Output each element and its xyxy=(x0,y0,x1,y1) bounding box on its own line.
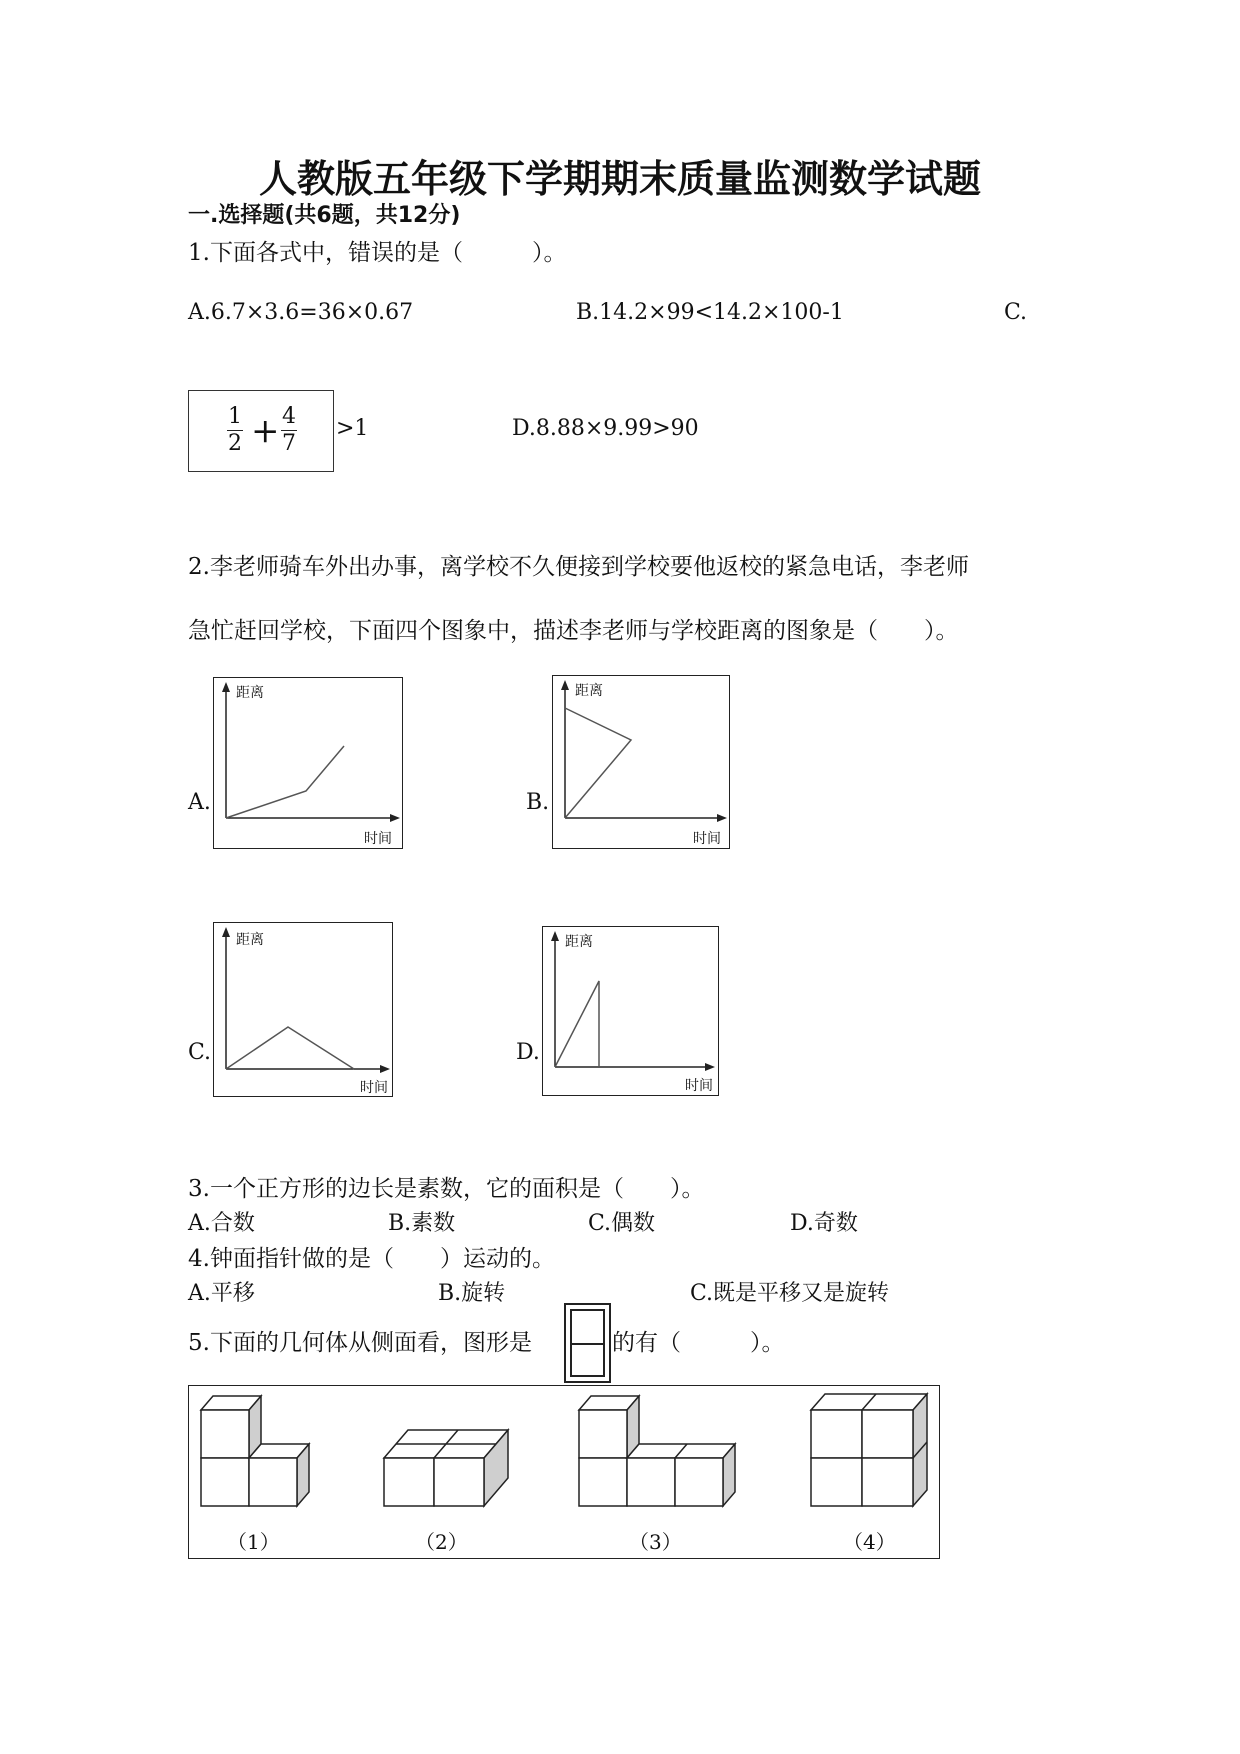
solid-figure-3 xyxy=(579,1396,735,1506)
plus-sign: + xyxy=(251,411,280,451)
fraction-denominator: 2 xyxy=(228,431,242,456)
question-2-text-line-2: 急忙赶回学校，下面四个图象中，描述李老师与学校距离的图象是（ ）。 xyxy=(188,618,959,644)
question-2-text-line-1: 2.李老师骑车外出办事，离学校不久便接到学校要他返校的紧急电话，李老师 xyxy=(188,554,969,580)
graph-d-y-axis-label: 距离 xyxy=(565,934,593,950)
question-1-option-a: A.6.7×3.6=36×0.67 xyxy=(188,300,414,325)
graph-a-plot xyxy=(214,678,404,850)
solid-figures-drawing xyxy=(189,1386,941,1560)
question-3-option-d: D.奇数 xyxy=(790,1211,858,1236)
question-1-option-c-formula xyxy=(188,390,334,472)
solid-figure-1 xyxy=(201,1396,309,1506)
solid-figure-4 xyxy=(811,1394,927,1506)
solid-figure-4-label: （4） xyxy=(843,1530,896,1554)
question-1-option-c-comparison: >1 xyxy=(336,416,369,441)
graph-c-x-axis-label: 时间 xyxy=(360,1080,388,1096)
fraction-numerator: 1 xyxy=(228,404,242,429)
graph-b-option-label: B. xyxy=(526,790,550,815)
question-3-option-a: A.合数 xyxy=(188,1211,255,1236)
graph-d-option-label: D. xyxy=(516,1040,540,1065)
question-1-option-b: B.14.2×99<14.2×100-1 xyxy=(576,300,844,325)
graph-b-plot xyxy=(553,676,731,850)
graph-d xyxy=(542,926,719,1096)
graph-c xyxy=(213,922,393,1097)
question-1-text: 1.下面各式中，错误的是（ ）。 xyxy=(188,240,567,266)
question-3-option-c: C.偶数 xyxy=(588,1211,656,1236)
side-view-figure xyxy=(564,1303,611,1383)
solid-figures-panel xyxy=(188,1385,940,1559)
graph-d-x-axis-label: 时间 xyxy=(685,1078,713,1094)
side-view-divider xyxy=(570,1343,605,1345)
graph-a-option-label: A. xyxy=(188,790,211,815)
question-4-option-c: C.既是平移又是旋转 xyxy=(690,1281,890,1306)
graph-c-y-axis-label: 距离 xyxy=(236,932,264,948)
graph-a-x-axis-label: 时间 xyxy=(364,831,392,847)
question-4-option-b: B.旋转 xyxy=(438,1281,506,1306)
fraction-denominator: 7 xyxy=(282,431,296,456)
solid-figure-3-label: （3） xyxy=(629,1530,682,1554)
graph-c-plot xyxy=(214,923,394,1098)
fraction-one-half xyxy=(227,405,243,456)
question-4-option-a: A.平移 xyxy=(188,1281,255,1306)
question-1-option-d: D.8.88×9.99>90 xyxy=(512,416,699,441)
fraction-numerator: 4 xyxy=(282,404,296,429)
fraction-four-sevenths xyxy=(281,405,297,456)
question-3-option-b: B.素数 xyxy=(388,1211,456,1236)
graph-c-option-label: C. xyxy=(188,1040,212,1065)
page-title: 人教版五年级下学期期末质量监测数学试题 xyxy=(258,157,981,201)
graph-a-y-axis-label: 距离 xyxy=(236,685,264,701)
question-1-option-c-label: C. xyxy=(1004,300,1028,325)
question-3-text: 3.一个正方形的边长是素数，它的面积是（ ）。 xyxy=(188,1176,705,1202)
question-4-text: 4.钟面指针做的是（ ）运动的。 xyxy=(188,1246,555,1272)
graph-b xyxy=(552,675,730,849)
graph-d-plot xyxy=(543,927,720,1097)
solid-figure-2-label: （2） xyxy=(415,1530,468,1554)
section-heading: 一.选择题(共6题，共12分) xyxy=(188,203,461,228)
question-5-text-before: 5.下面的几何体从侧面看，图形是 xyxy=(188,1330,532,1356)
graph-b-x-axis-label: 时间 xyxy=(693,831,721,847)
solid-figure-2 xyxy=(384,1430,508,1506)
graph-b-y-axis-label: 距离 xyxy=(575,683,603,699)
question-5-text-after: 的有（ ）。 xyxy=(612,1330,785,1356)
solid-figure-1-label: （1） xyxy=(227,1530,280,1554)
graph-a xyxy=(213,677,403,849)
